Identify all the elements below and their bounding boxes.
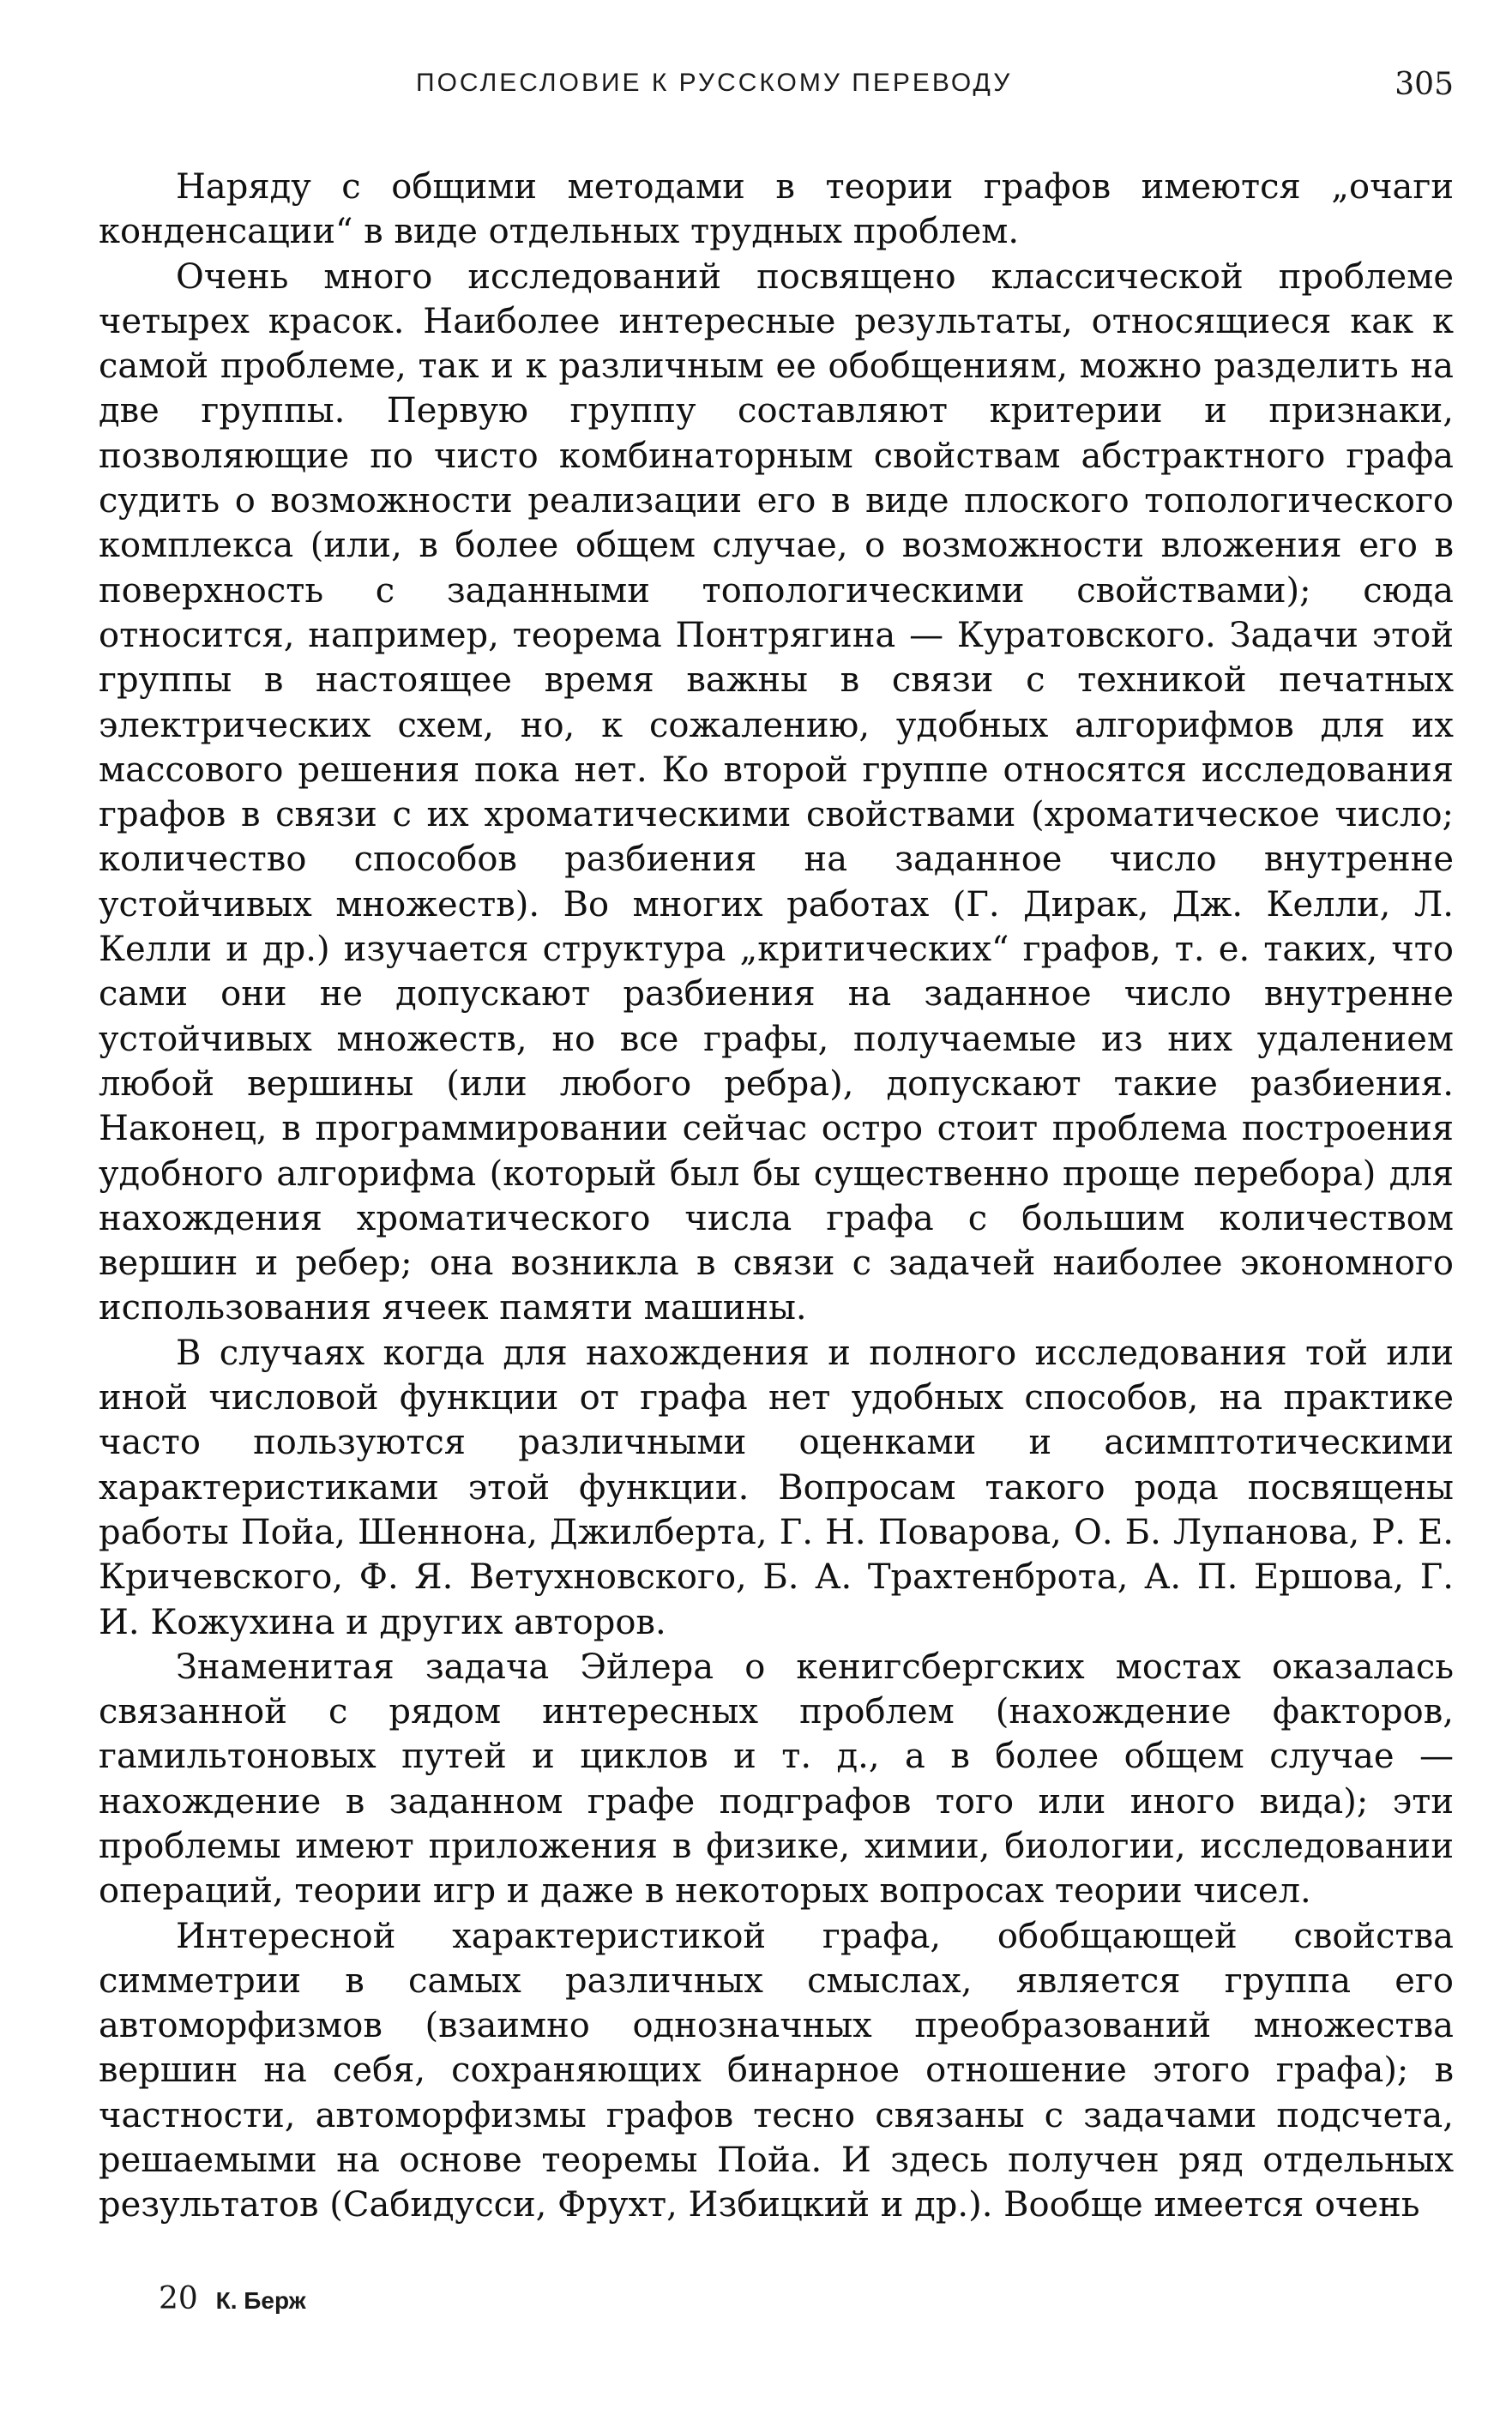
body-text [99, 165, 1454, 2228]
page-number: 305 [1395, 67, 1454, 102]
signature-name: К. Берж [215, 2287, 306, 2314]
paragraph-four-color-problem: Очень много исследований посвящено классической проблеме четырех красок. Наиболее интересные результаты, относящиеся как к самой проблеме, так и к различным ее обобщениям, можно разделить на две группы. Первую группу составляют критерии и признаки, позволяющие по чисто комбинаторным свойствам абстрактного графа судить о возможности реализации его в виде плоского топологического комплекса (или, в более общем случае, о возможности вложения его в поверхность с заданными топологическими свойствами); сюда относится, например, теорема Понтрягина — Куратовского. Задачи этой группы в настоящее время важны в связи с техникой печатных электрических схем, но, к сожалению, удобных алгорифмов для их массового решения пока нет. Ко второй группе относятся исследования графов в связи с их хроматическими свойствами (хроматическое число; количество способов разбиения на заданное число внутренне устойчивых множеств). Во многих работах (Г. Дирак, Дж. Келли, Л. Келли и др.) изучается структура „критических“ графов, т. е. таких, что сами они не допускают разбиения на заданное число внутренне устойчивых множеств, но все графы, получаемые из них удалением любой вершины (или любого ребра), допускают такие разбиения. Наконец, в программировании сейчас остро стоит проблема построения удобного алгорифма (который был бы существенно проще перебора) для нахождения хроматического числа графа с большим количеством вершин и ребер; она возникла в связи с задачей наиболее экономного использования ячеек памяти машины. [99, 256, 1454, 1328]
book-page [99, 60, 1454, 2376]
paragraph-cores-of-condensation: Наряду с общими методами в теории графов имеются „очаги конденсации“ в виде отдельных трудных проблем. [99, 167, 1454, 252]
printer-signature-mark [159, 2281, 306, 2316]
paragraph-automorphism-group: Интересной характеристикой графа, обобщающей свойства симметрии в самых различных смыслах, является группа его автоморфизмов (взаимно однозначных преобразований множества вершин на себя, сохраняющих бинарное отношение этого графа); в частности, автоморфизмы графов тесно связаны с задачами подсчета, решаемыми на основе теоремы Пойа. И здесь получен ряд отдельных результатов (Сабидусси, Фрухт, Избицкий и др.). Вообще имеется очень [99, 1916, 1454, 2225]
running-head [99, 60, 1454, 120]
running-title: ПОСЛЕСЛОВИЕ К РУССКОМУ ПЕРЕВОДУ [416, 69, 1013, 97]
paragraph-euler-bridges: Знаменитая задача Эйлера о кенигсбергских мостах оказалась связанной с рядом интересных проблем (нахождение факторов, гамильтоновых путей и циклов и т. д., а в более общем случае — нахождение в заданном графе подграфов того или иного вида); эти проблемы имеют приложения в физике, химии, биологии, исследовании операций, теории игр и даже в некоторых вопросах теории чисел. [99, 1647, 1454, 1912]
paragraph-asymptotic-estimates: В случаях когда для нахождения и полного исследования той или иной числовой функции от графа нет удобных способов, на практике часто пользуются различными оценками и асимптотическими характеристиками этой функции. Вопросам такого рода посвящены работы Пойа, Шеннона, Джилберта, Г. Н. Поварова, О. Б. Лупанова, Р. Е. Кричевского, Ф. Я. Ветухновского, Б. А. Трахтенброта, А. П. Ершова, Г. И. Кожухина и других авторов. [99, 1333, 1454, 1642]
signature-number: 20 [159, 2281, 198, 2316]
